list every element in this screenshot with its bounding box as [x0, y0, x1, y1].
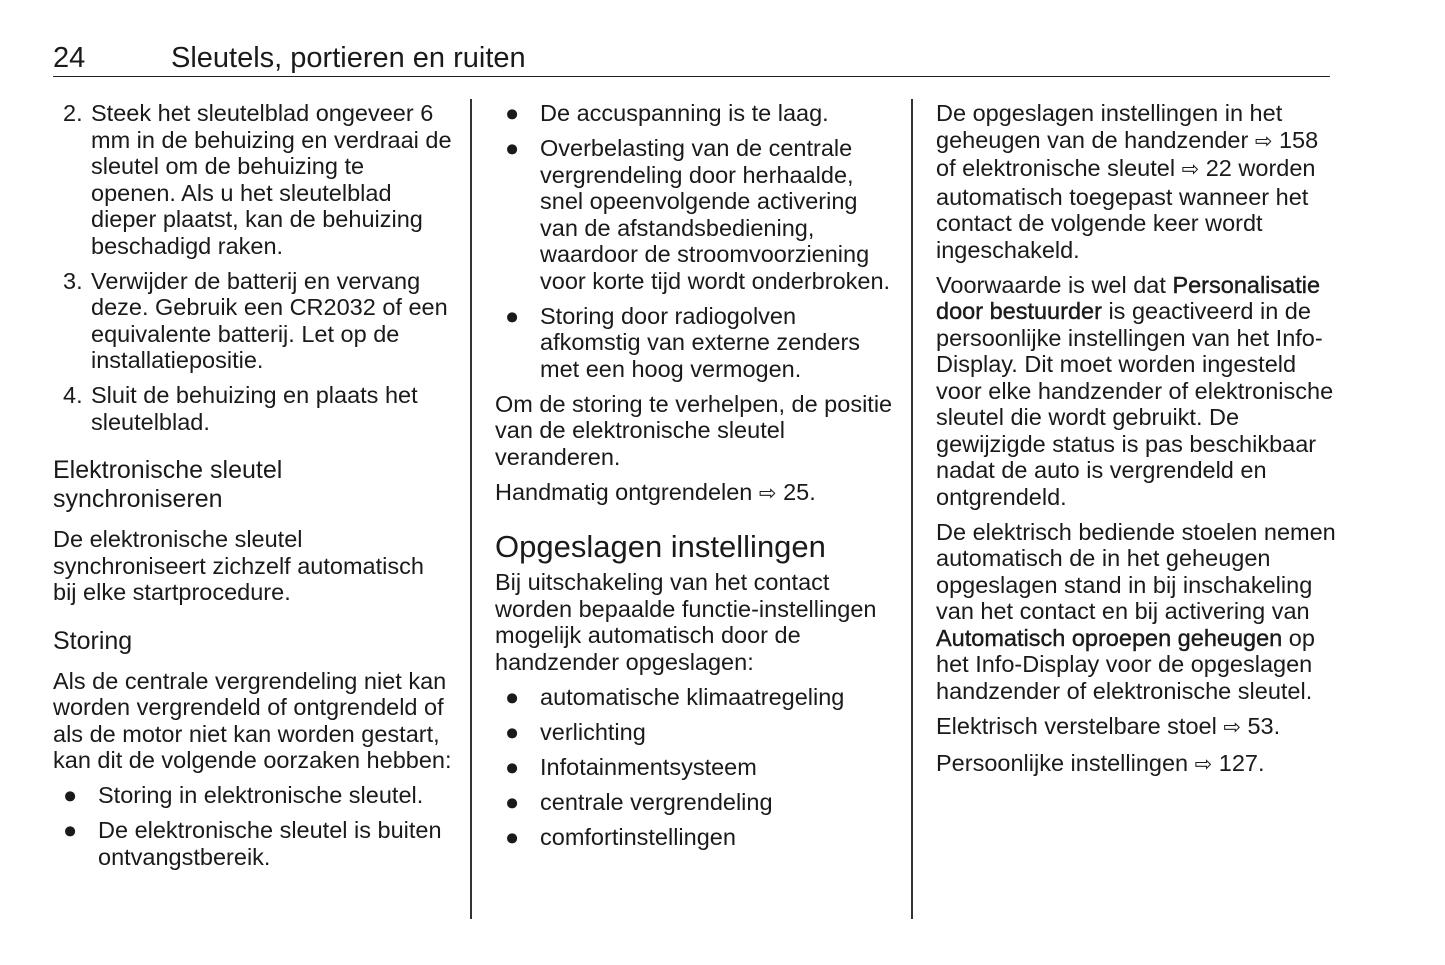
step-item	[53, 382, 453, 435]
page-number: 24	[53, 42, 86, 74]
step-number: 2.	[63, 100, 83, 126]
list-item: ● comfortinstellingen	[505, 823, 736, 850]
paragraph: De elektronische sleutel synchroniseert zichzelf automatisch bij elke startprocedure.	[53, 526, 424, 605]
page-ref-icon: ⇨	[1181, 158, 1200, 181]
page-ref-icon: ⇨	[1223, 715, 1241, 739]
step-text: Verwijder de batterij en vervang deze. Gebruik een CR2032 of een equivalente batterij. Let op de installatiepositie.	[91, 267, 448, 373]
step-text: Steek het sleutelblad ongeveer 6 mm in de behuizing en verdraai de sleutel om de behuizing te openen. Als u het sleutelblad dieper plaatst, kan de behuizing beschadigd raken.	[91, 100, 452, 259]
paragraph: Voorwaarde is wel dat Personalisatie door bestuurder is geactiveerd in de persoonlijke instellingen van het Info-Display. Dit moet worden ingesteld voor elke handzender of elektronische sleutel die wordt gebruikt. De gewijzigde status is pas beschikbaar nadat de auto is vergrendeld en ontgrendeld.	[936, 271, 1334, 510]
column-middle	[495, 100, 895, 859]
list-item: ● Storing in elektronische sleutel.	[63, 782, 424, 808]
menu-term: Automatisch oproepen geheugen	[936, 624, 1283, 651]
chapter-title: Sleutels, portieren en ruiten	[171, 42, 526, 74]
page-ref-link[interactable]: 53.	[1247, 712, 1281, 739]
paragraph-with-ref: Elektrisch verstelbare stoel ⇨ 53.	[936, 712, 1281, 739]
step-item	[53, 268, 453, 374]
bullet-icon: ●	[505, 302, 520, 329]
paragraph: Om de storing te verhelpen, de positie van de elektronische sleutel veranderen.	[495, 390, 893, 470]
section-heading-sync: Elektronische sleutel synchroniseren	[53, 456, 283, 513]
list-item: ● Infotainmentsysteem	[505, 753, 757, 780]
step-number: 4.	[63, 382, 83, 408]
list-item: ● Storing door radiogolven afkomstig van externe zenders met een hoog vermogen.	[505, 302, 861, 382]
bullet-icon: ●	[505, 100, 520, 126]
bullet-icon: ●	[505, 788, 520, 815]
page-ref-link[interactable]: 127.	[1218, 749, 1265, 776]
page-ref-icon: ⇨	[758, 481, 777, 505]
page-ref-link[interactable]: 22	[1205, 155, 1232, 181]
step-text: Sluit de behuizing en plaats het sleutelblad.	[91, 382, 418, 435]
list-item: ● automatische klimaatregeling	[505, 683, 845, 710]
paragraph: Als de centrale vergrendeling niet kan worden vergrendeld of ontgrendeld of als de motor niet kan worden gestart, kan dit de volgende oorzaken hebben:	[53, 667, 452, 773]
bullet-icon: ●	[63, 782, 78, 808]
section-heading-storing: Storing	[53, 626, 133, 655]
menu-term: Personalisatie door bestuurder	[936, 271, 1321, 324]
column-divider	[470, 99, 472, 919]
paragraph-with-ref: Persoonlijke instellingen ⇨ 127.	[936, 749, 1265, 776]
bullet-icon: ●	[505, 135, 520, 161]
step-item	[53, 100, 453, 259]
list-item: ● Overbelasting van de centrale vergrendeling door herhaalde, snel opeenvolgende activering van de afstandsbediening, waardoor de stroomvoorziening voor korte tijd wordt onderbroken.	[505, 135, 891, 294]
list-item: ● centrale vergrendeling	[505, 788, 773, 815]
list-item: ● De accuspanning is te laag.	[505, 100, 829, 126]
column-divider	[911, 99, 913, 919]
page-ref-link[interactable]: 158	[1278, 126, 1319, 153]
paragraph-with-ref: Handmatig ontgrendelen ⇨ 25.	[495, 478, 816, 505]
bullet-icon: ●	[505, 718, 520, 745]
column-left	[53, 100, 453, 879]
bullet-icon: ●	[505, 683, 520, 710]
page-ref-icon: ⇨	[1194, 752, 1213, 776]
bullet-icon: ●	[505, 753, 520, 780]
column-right	[936, 100, 1336, 787]
bullet-icon: ●	[505, 823, 520, 850]
page-ref-icon: ⇨	[1254, 129, 1273, 153]
section-heading-saved: Opgeslagen instellingen	[495, 529, 826, 564]
page-ref-link[interactable]: 25.	[783, 478, 816, 505]
list-item: ● verlichting	[505, 718, 646, 745]
step-number: 3.	[63, 267, 83, 294]
list-item: ● De elektronische sleutel is buiten ontvangstbereik.	[63, 817, 442, 870]
page-header	[53, 40, 1330, 77]
bullet-icon: ●	[63, 817, 78, 843]
paragraph: De opgeslagen instellingen in het geheugen van de handzender ⇨ 158 of elektronische sleutel ⇨ 22 worden automatisch toegepast wanneer het contact de volgende keer wordt ingeschakeld.	[936, 100, 1319, 263]
paragraph: De elektrisch bediende stoelen nemen automatisch de in het geheugen opgeslagen stand in bij inschakeling van het contact en bij activering van Automatisch oproepen geheugen op het Info-Display voor de opgeslagen handzender of elektronische sleutel.	[936, 518, 1336, 704]
paragraph: Bij uitschakeling van het contact worden bepaalde functie-instellingen mogelijk automatisch door de handzender opgeslagen:	[495, 569, 877, 675]
